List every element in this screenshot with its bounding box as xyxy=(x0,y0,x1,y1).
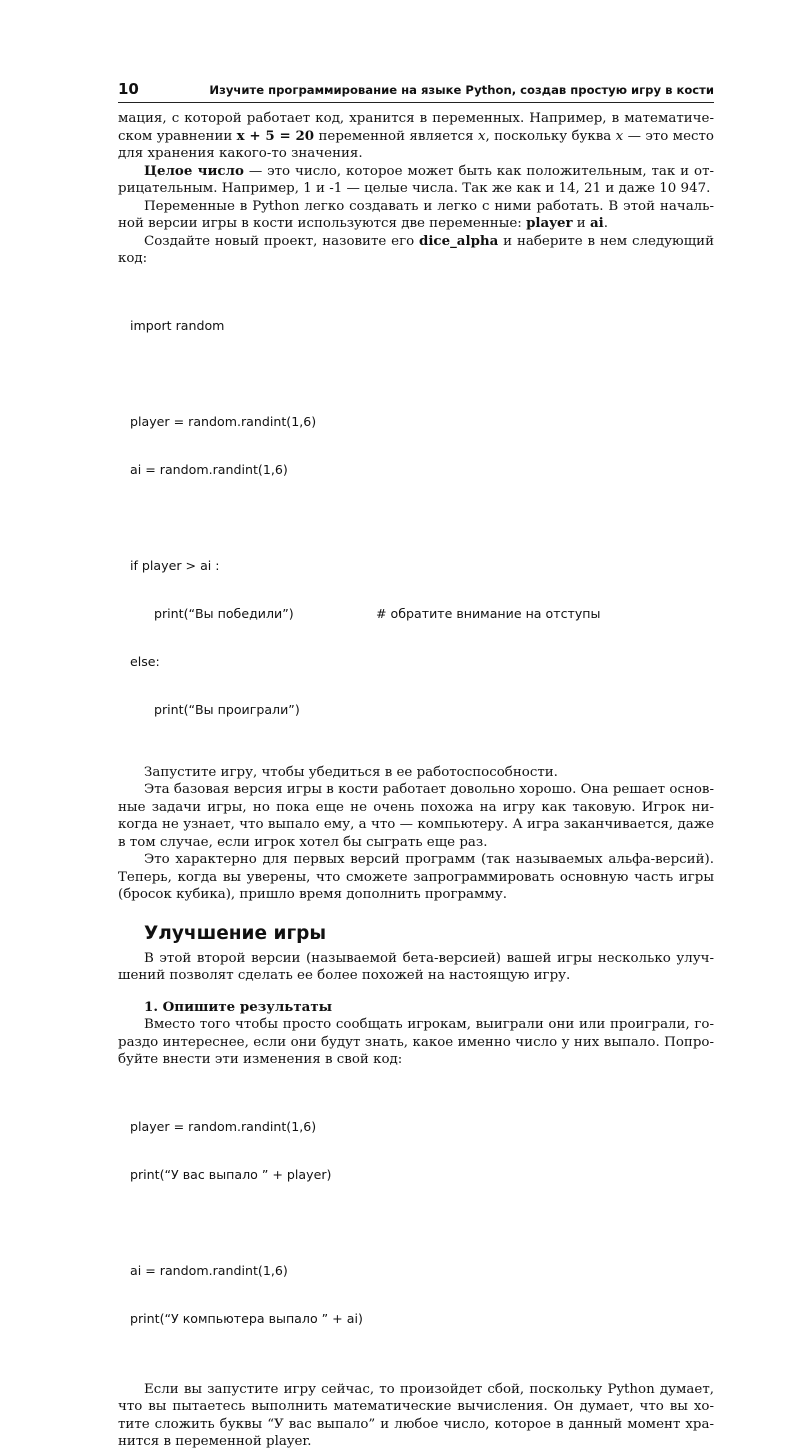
paragraph-create-project xyxy=(118,233,714,268)
var-ai: ai xyxy=(590,215,604,231)
code-line: print(“Вы проиграли”) xyxy=(154,701,300,717)
page-number: 10 xyxy=(118,80,139,98)
text: , поскольку буква xyxy=(485,128,616,144)
running-head: Изучите программирование на языке Python, создав простую игру в кости xyxy=(209,83,714,97)
code-line: else: xyxy=(130,653,160,669)
paragraph-beta: В этой второй версии (называемой бета-версией) вашей игры несколько улуч-шений позволят сделать ее более похожей на настоящую игру. xyxy=(118,950,714,983)
paragraph-run: Запустите игру, чтобы убедиться в ее работоспособности. xyxy=(144,764,558,780)
code-spacer xyxy=(130,366,714,382)
code-comment: # обратите внимание на отступы xyxy=(376,605,601,621)
code-line xyxy=(130,606,714,622)
code-line: print(“У вас выпало ” + player) xyxy=(130,1166,332,1182)
paragraph-basic-version: Эта базовая версия игры в кости работает довольно хорошо. Она решает основ-ные задачи игры, но пока еще не очень похожа на игру как таковую. Игрок ни-когда не узнает, что выпало ему, а что — компьютеру. А игра заканчивается, даже в том случае, если игрок хотел бы сыграть еще раз. xyxy=(118,782,714,850)
page-header xyxy=(118,80,714,103)
code-spacer xyxy=(130,510,714,526)
paragraph-crash: Если вы запустите игру сейчас, то произойдет сбой, поскольку Python думает, что вы пытаетесь выполнить математические вычисления. Он думает, что вы хо-тите сложить буквы “У вас выпало” и любое число, которое в данный момент хра-нится в переменной player. xyxy=(118,1381,714,1449)
variable-x: x xyxy=(477,128,486,144)
text: и xyxy=(572,216,590,231)
text: мация, с которой работает код, хранится в переменных. Например, в математиче-ском уравнении xyxy=(118,111,714,144)
paragraph-variables xyxy=(118,110,714,163)
text: . xyxy=(603,216,609,231)
page-content xyxy=(118,110,714,1451)
code-line: print(“У компьютера выпало ” + ai) xyxy=(130,1310,363,1326)
term-integer: Целое число xyxy=(144,162,244,179)
equation: x + 5 = 20 xyxy=(236,127,315,144)
paragraph-results: Вместо того чтобы просто сообщать игрокам, выиграли они или проиграли, го-раздо интереснее, если они будут знать, какое именно число у них выпало. Попро-буйте внести эти изменения в свой код: xyxy=(118,1017,714,1067)
code-block-beta xyxy=(118,1087,714,1359)
section-heading: Улучшение игры xyxy=(144,922,327,944)
code-block-alpha xyxy=(118,286,714,750)
subheading: 1. Опишите результаты xyxy=(144,998,333,1015)
paragraph-python-variables xyxy=(118,198,714,233)
text: — это число, которое может быть как положительным, так и от-рицательным. Например, 1 и -1 — целые числа. Так же как и 14, 21 и даже 10 947. xyxy=(118,163,715,196)
text: — это место для хранения какого-то значения. xyxy=(118,128,714,161)
variable-x: x xyxy=(615,128,624,144)
code-line: player = random.randint(1,6) xyxy=(130,1118,317,1134)
code-line: player = random.randint(1,6) xyxy=(130,413,317,429)
code-line: ai = random.randint(1,6) xyxy=(130,461,288,477)
text: Создайте новый проект, назовите его xyxy=(144,233,419,249)
code-line: import random xyxy=(130,317,225,333)
text: Переменные в Python легко создавать и легко с ними работать. В этой началь-ной версии игры в кости используются две переменные: xyxy=(118,198,714,231)
project-name: dice_alpha xyxy=(418,232,499,249)
text: и наберите в нем следующий код: xyxy=(118,233,714,266)
paragraph-alpha: Это характерно для первых версий программ (так называемых альфа-версий). Теперь, когда вы уверены, что сможете запрограммировать основную часть игры (бросок кубика), пришло время дополнить программу. xyxy=(118,852,714,902)
code-line: ai = random.randint(1,6) xyxy=(130,1262,288,1278)
var-player: player xyxy=(526,215,573,231)
paragraph-integer xyxy=(118,163,714,198)
code-line: if player > ai : xyxy=(130,557,220,573)
code-spacer xyxy=(130,1215,714,1231)
code-statement: print(“Вы победили”) xyxy=(154,605,294,621)
text: переменной является xyxy=(314,128,478,144)
